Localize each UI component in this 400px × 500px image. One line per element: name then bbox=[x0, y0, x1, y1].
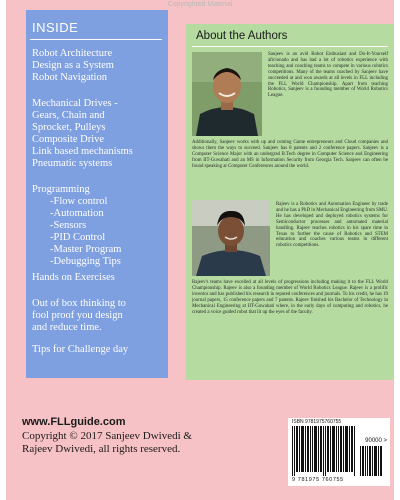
rajeev-photo bbox=[192, 200, 270, 276]
copyright-watermark: Copyrighted Material bbox=[167, 1, 233, 8]
book-back-cover bbox=[6, 0, 394, 500]
sanjeev-bio-intro: Sanjeev is an avid Robot Enthusiast and Do-It-Yourself aficionado and has had a lot of robotics experience with teaching and coaching teams to compete in various robotics competitions. Many of the teams coached by Sanjeev have succeeded at and won awards at all levels in FLL including the FLL World Championship. Apart from teaching Robotics, Sanjeev is a founding member of World Robotics League. bbox=[268, 52, 388, 99]
toc-subitem: -Master Program bbox=[50, 244, 122, 255]
toc-subitem: -PID Control bbox=[50, 232, 106, 243]
toc-group-architecture bbox=[32, 48, 166, 84]
copyright-line: Rajeev Dwivedi, all rights reserved. bbox=[22, 443, 181, 455]
toc-item: fool proof you design bbox=[32, 310, 123, 321]
website-url: www.FLLguide.com bbox=[22, 416, 126, 428]
toc-item: Gears, Chain and bbox=[32, 110, 105, 121]
toc-item: Design as a System bbox=[32, 60, 114, 71]
rajeev-bio-details: Rajeev's teams have excelled at all levels of progressions including making it to the FLL World Championship. Rajeev is also a founding member of World Robotics League. Rajeev is a prolific inventor and has published his research in reputed conferences and journals. To his credit, he has 19 journal papers, 15 conference papers and 7 patents. Rajeev finished his Bachelor of Technology in Mechanical Engineering at IIT-Guwahati where, in the early days of computing and robotics, he created a voice guided robot that lit up the eyes of the faculty. bbox=[192, 280, 388, 315]
toc-group-exercises bbox=[32, 272, 166, 284]
toc-group-mechanical bbox=[32, 98, 166, 170]
barcode-bars-main bbox=[292, 426, 356, 476]
toc-group-programming bbox=[32, 184, 166, 268]
sanjeev-bio-details: Additionally, Sanjeev works with up and coming Game entrepreneurs and Cloud companies and shows them the ways to succeed. Sanjeev has 8 patents and 2 conference papers. Sanjeev is a Computer Science Major with an undergrad B.Tech degree in Computer Science and Engineering from IIT-Guwahati and an MS in Information Security from Georgia Tech. Sanjeev can often be found speaking at Computer Conferences around the world. bbox=[192, 140, 388, 169]
toc-subitem: -Automation bbox=[50, 208, 104, 219]
toc-item: and reduce time. bbox=[32, 322, 102, 333]
copyright-line: Copyright © 2017 Sanjeev Dwivedi & bbox=[22, 430, 192, 442]
toc-item: Composite Drive bbox=[32, 134, 105, 145]
toc-item: Pneumatic systems bbox=[32, 158, 113, 169]
toc-subitem: -Flow control bbox=[50, 196, 108, 207]
sanjeev-photo bbox=[192, 52, 262, 136]
toc-item: Hands on Exercises bbox=[32, 272, 115, 283]
toc-subitem: -Sensors bbox=[50, 220, 87, 231]
toc-item: Link based mechanisms bbox=[32, 146, 133, 157]
toc-group-tips bbox=[32, 344, 166, 356]
about-authors-title: About the Authors bbox=[196, 30, 288, 42]
copyright-notice bbox=[22, 430, 272, 456]
toc-item: Robot Architecture bbox=[32, 48, 113, 59]
toc-item: Robot Navigation bbox=[32, 72, 107, 83]
toc-item: Programming bbox=[32, 184, 90, 195]
price-code: 90000 > bbox=[365, 438, 387, 444]
toc-item: Sprocket, Pulleys bbox=[32, 122, 106, 133]
isbn-label: ISBN 9781975760755 bbox=[292, 419, 342, 425]
toc-group-thinking bbox=[32, 298, 166, 334]
barcode-bars-addon bbox=[360, 446, 382, 476]
about-authors-panel bbox=[186, 24, 394, 380]
inside-title-divider bbox=[30, 39, 162, 40]
toc-item: Mechanical Drives - bbox=[32, 98, 118, 109]
rajeev-bio-intro: Rajeev is a Robotics and Automation Engineer by trade and he has a PhD in Mechanical Engineering from SMU. He has developed and deployed robotics systems for Semiconductor processes and automated material handling. Rajeev teaches robotics in his spare time in Texas to further the cause of Robotics and STEM education and coaches various teams in different robotics competitions. bbox=[276, 202, 388, 249]
isbn-digits: 9 781975 760755 bbox=[292, 477, 344, 483]
isbn-barcode bbox=[288, 418, 390, 486]
about-authors-divider bbox=[192, 46, 388, 47]
toc-item: Out of box thinking to bbox=[32, 298, 126, 309]
inside-contents-panel bbox=[26, 10, 168, 378]
toc-item: Tips for Challenge day bbox=[32, 344, 129, 355]
inside-title: INSIDE bbox=[32, 20, 79, 35]
toc-subitem: -Debugging Tips bbox=[50, 256, 121, 267]
